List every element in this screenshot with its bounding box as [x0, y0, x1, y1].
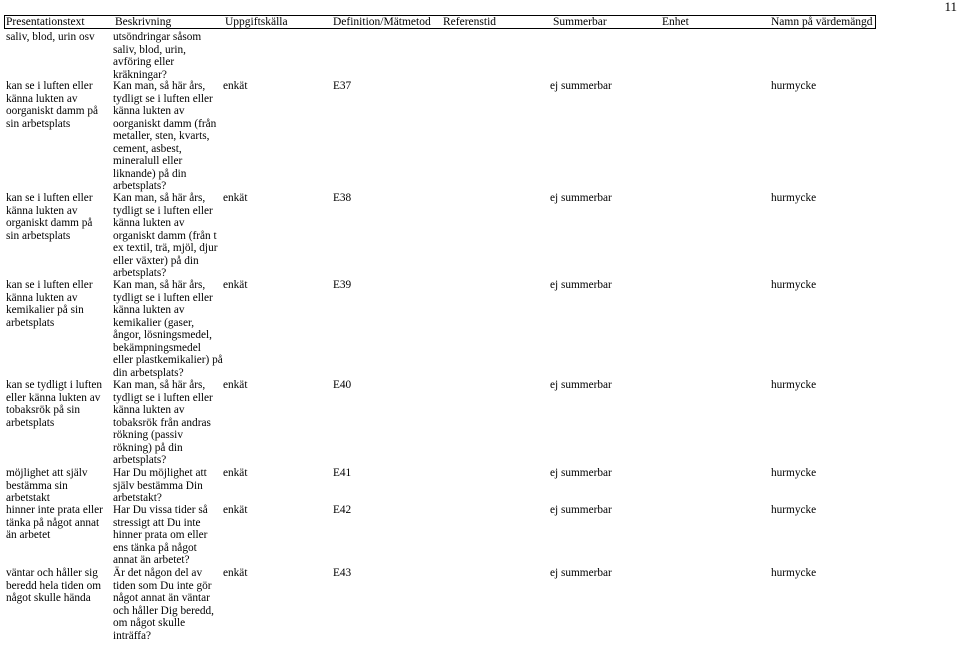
cell-beskrivning: utsöndringar såsom saliv, blod, urin, avföring eller kräkningar? — [113, 31, 202, 81]
cell-presentationstext: kan se i luften eller känna lukten av organiskt damm på sin arbetsplats — [6, 192, 93, 242]
page-number: 11 — [944, 0, 957, 14]
cell-vardemangd: hurmycke — [771, 567, 817, 579]
cell-vardemangd: hurmycke — [771, 467, 817, 479]
cell-uppgiftskalla: enkät — [223, 567, 248, 579]
cell-beskrivning: Kan man, så här års, tydligt se i luften eller känna lukten av oorganiskt damm (från metaller, sten, kvarts, cement, asbest, mineralull eller liknande) på din arbetsplats? — [113, 80, 217, 192]
cell-definition: E41 — [333, 467, 352, 479]
header-summerbar: Summerbar — [553, 16, 607, 28]
header-definition-matmetod: Definition/Mätmetod — [333, 16, 431, 28]
cell-presentationstext: saliv, blod, urin osv — [6, 31, 95, 43]
cell-vardemangd: hurmycke — [771, 279, 817, 291]
cell-beskrivning: Har Du vissa tider så stressigt att Du inte hinner prata om eller ens tänka på något annat än arbetet? — [113, 504, 208, 566]
cell-uppgiftskalla: enkät — [223, 80, 248, 92]
header-referenstid: Referenstid — [443, 16, 497, 28]
header-presentationstext: Presentationstext — [6, 16, 85, 28]
cell-presentationstext: väntar och håller sig beredd hela tiden om något skulle hända — [6, 567, 102, 604]
cell-uppgiftskalla: enkät — [223, 279, 248, 291]
cell-presentationstext: hinner inte prata eller tänka på något annat än arbetet — [6, 504, 103, 541]
cell-vardemangd: hurmycke — [771, 192, 817, 204]
cell-presentationstext: kan se i luften eller känna lukten av kemikalier på sin arbetsplats — [6, 279, 93, 329]
cell-uppgiftskalla: enkät — [223, 192, 248, 204]
cell-summerbar: ej summerbar — [550, 279, 612, 291]
cell-definition: E40 — [333, 379, 352, 391]
cell-vardemangd: hurmycke — [771, 504, 817, 516]
table-header — [4, 15, 876, 29]
cell-vardemangd: hurmycke — [771, 80, 817, 92]
cell-definition: E42 — [333, 504, 352, 516]
cell-uppgiftskalla: enkät — [223, 504, 248, 516]
cell-summerbar: ej summerbar — [550, 567, 612, 579]
cell-beskrivning: Kan man, så här års, tydligt se i luften eller känna lukten av kemikalier (gaser, ångor, lösningsmedel, bekämpningsmedel eller plastkemikalier) på din arbetsplats? — [113, 279, 223, 379]
cell-summerbar: ej summerbar — [550, 467, 612, 479]
cell-summerbar: ej summerbar — [550, 504, 612, 516]
header-beskrivning: Beskrivning — [115, 16, 172, 28]
cell-beskrivning: Är det någon del av tiden som Du inte gör något annat än väntar och håller Dig beredd, om något skulle inträffa? — [113, 567, 215, 642]
cell-definition: E38 — [333, 192, 352, 204]
header-uppgiftskalla: Uppgiftskälla — [225, 16, 288, 28]
cell-definition: E37 — [333, 80, 352, 92]
header-enhet: Enhet — [662, 16, 689, 28]
cell-presentationstext: kan se tydligt i luften eller känna lukten av tobaksrök på sin arbetsplats — [6, 379, 103, 429]
cell-definition: E43 — [333, 567, 352, 579]
cell-summerbar: ej summerbar — [550, 80, 612, 92]
cell-beskrivning: Har Du möjlighet att själv bestämma Din arbetstakt? — [113, 467, 207, 504]
cell-definition: E39 — [333, 279, 352, 291]
cell-beskrivning: Kan man, så här års, tydligt se i luften eller känna lukten av organiskt damm (från t ex textil, trä, mjöl, djur eller växter) på din arbetsplats? — [113, 192, 218, 279]
cell-summerbar: ej summerbar — [550, 192, 612, 204]
cell-beskrivning: Kan man, så här års, tydligt se i luften eller känna lukten av tobaksrök från andras rökning (passiv rökning) på din arbetsplats? — [113, 379, 213, 466]
cell-presentationstext: möjlighet att själv bestämma sin arbetstakt — [6, 467, 88, 504]
cell-presentationstext: kan se i luften eller känna lukten av oorganiskt damm på sin arbetsplats — [6, 80, 99, 130]
cell-summerbar: ej summerbar — [550, 379, 612, 391]
header-namn-pa-vardemangd: Namn på värdemängd — [771, 16, 873, 28]
cell-uppgiftskalla: enkät — [223, 379, 248, 391]
cell-uppgiftskalla: enkät — [223, 467, 248, 479]
cell-vardemangd: hurmycke — [771, 379, 817, 391]
